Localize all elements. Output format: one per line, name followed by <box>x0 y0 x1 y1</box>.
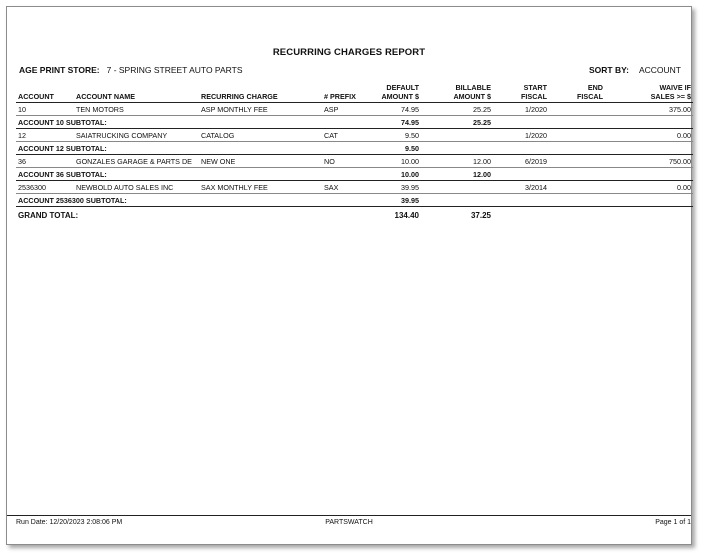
store-value: 7 - SPRING STREET AUTO PARTS <box>106 65 243 75</box>
report-title: RECURRING CHARGES REPORT <box>272 47 426 58</box>
header-end-fiscal: END FISCAL <box>549 83 605 103</box>
header-billable-amount: BILLABLE AMOUNT $ <box>421 83 493 103</box>
page-number: Page 1 of 1 <box>655 519 691 526</box>
sort-value: ACCOUNT <box>638 65 681 75</box>
store-info <box>19 65 243 75</box>
report-table <box>16 83 693 224</box>
subtotal-row: ACCOUNT 2536300 SUBTOTAL: 39.95 <box>16 194 693 207</box>
grand-total-label: GRAND TOTAL: <box>18 211 79 220</box>
table-row: 2536300 NEWBOLD AUTO SALES INC SAX MONTHLY FEE SAX 39.95 3/2014 0.00 <box>18 182 691 192</box>
footer-app-name: PARTSWATCH <box>325 519 373 526</box>
subtotal-row: ACCOUNT 12 SUBTOTAL: 9.50 <box>16 142 693 155</box>
run-date: Run Date: 12/20/2023 2:08:06 PM <box>16 519 123 526</box>
subtotal-row: ACCOUNT 10 SUBTOTAL: 74.95 25.25 <box>16 116 693 129</box>
header-row <box>16 83 693 103</box>
subtotal-row: ACCOUNT 36 SUBTOTAL: 10.00 12.00 <box>16 168 693 181</box>
sort-label: SORT BY: <box>588 65 629 75</box>
store-label: AGE PRINT STORE: <box>19 65 100 75</box>
table-row: 12 SAIATRUCKING COMPANY CATALOG CAT 9.50 1/2020 0.00 <box>18 130 691 140</box>
header-prefix: # PREFIX <box>322 83 377 103</box>
grand-total-default: 134.40 <box>394 211 419 220</box>
table-row: 36 GONZALES GARAGE & PARTS DE NEW ONE NO 10.00 12.00 6/2019 750.00 <box>18 156 691 166</box>
header-account: ACCOUNT <box>16 83 74 103</box>
grand-total-row <box>16 207 693 225</box>
grand-total-billable: 37.25 <box>470 211 491 220</box>
sort-info <box>589 65 681 75</box>
header-recurring-charge: RECURRING CHARGE <box>199 83 322 103</box>
report-page <box>6 6 692 545</box>
header-waive: WAIVE IF SALES >= $ <box>605 83 693 103</box>
report-footer <box>7 515 691 526</box>
header-default-amount: DEFAULT AMOUNT $ <box>377 83 421 103</box>
table-row: 10 TEN MOTORS ASP MONTHLY FEE ASP 74.95 25.25 1/2020 375.00 <box>18 104 691 114</box>
header-start-fiscal: START FISCAL <box>493 83 549 103</box>
header-account-name: ACCOUNT NAME <box>74 83 199 103</box>
